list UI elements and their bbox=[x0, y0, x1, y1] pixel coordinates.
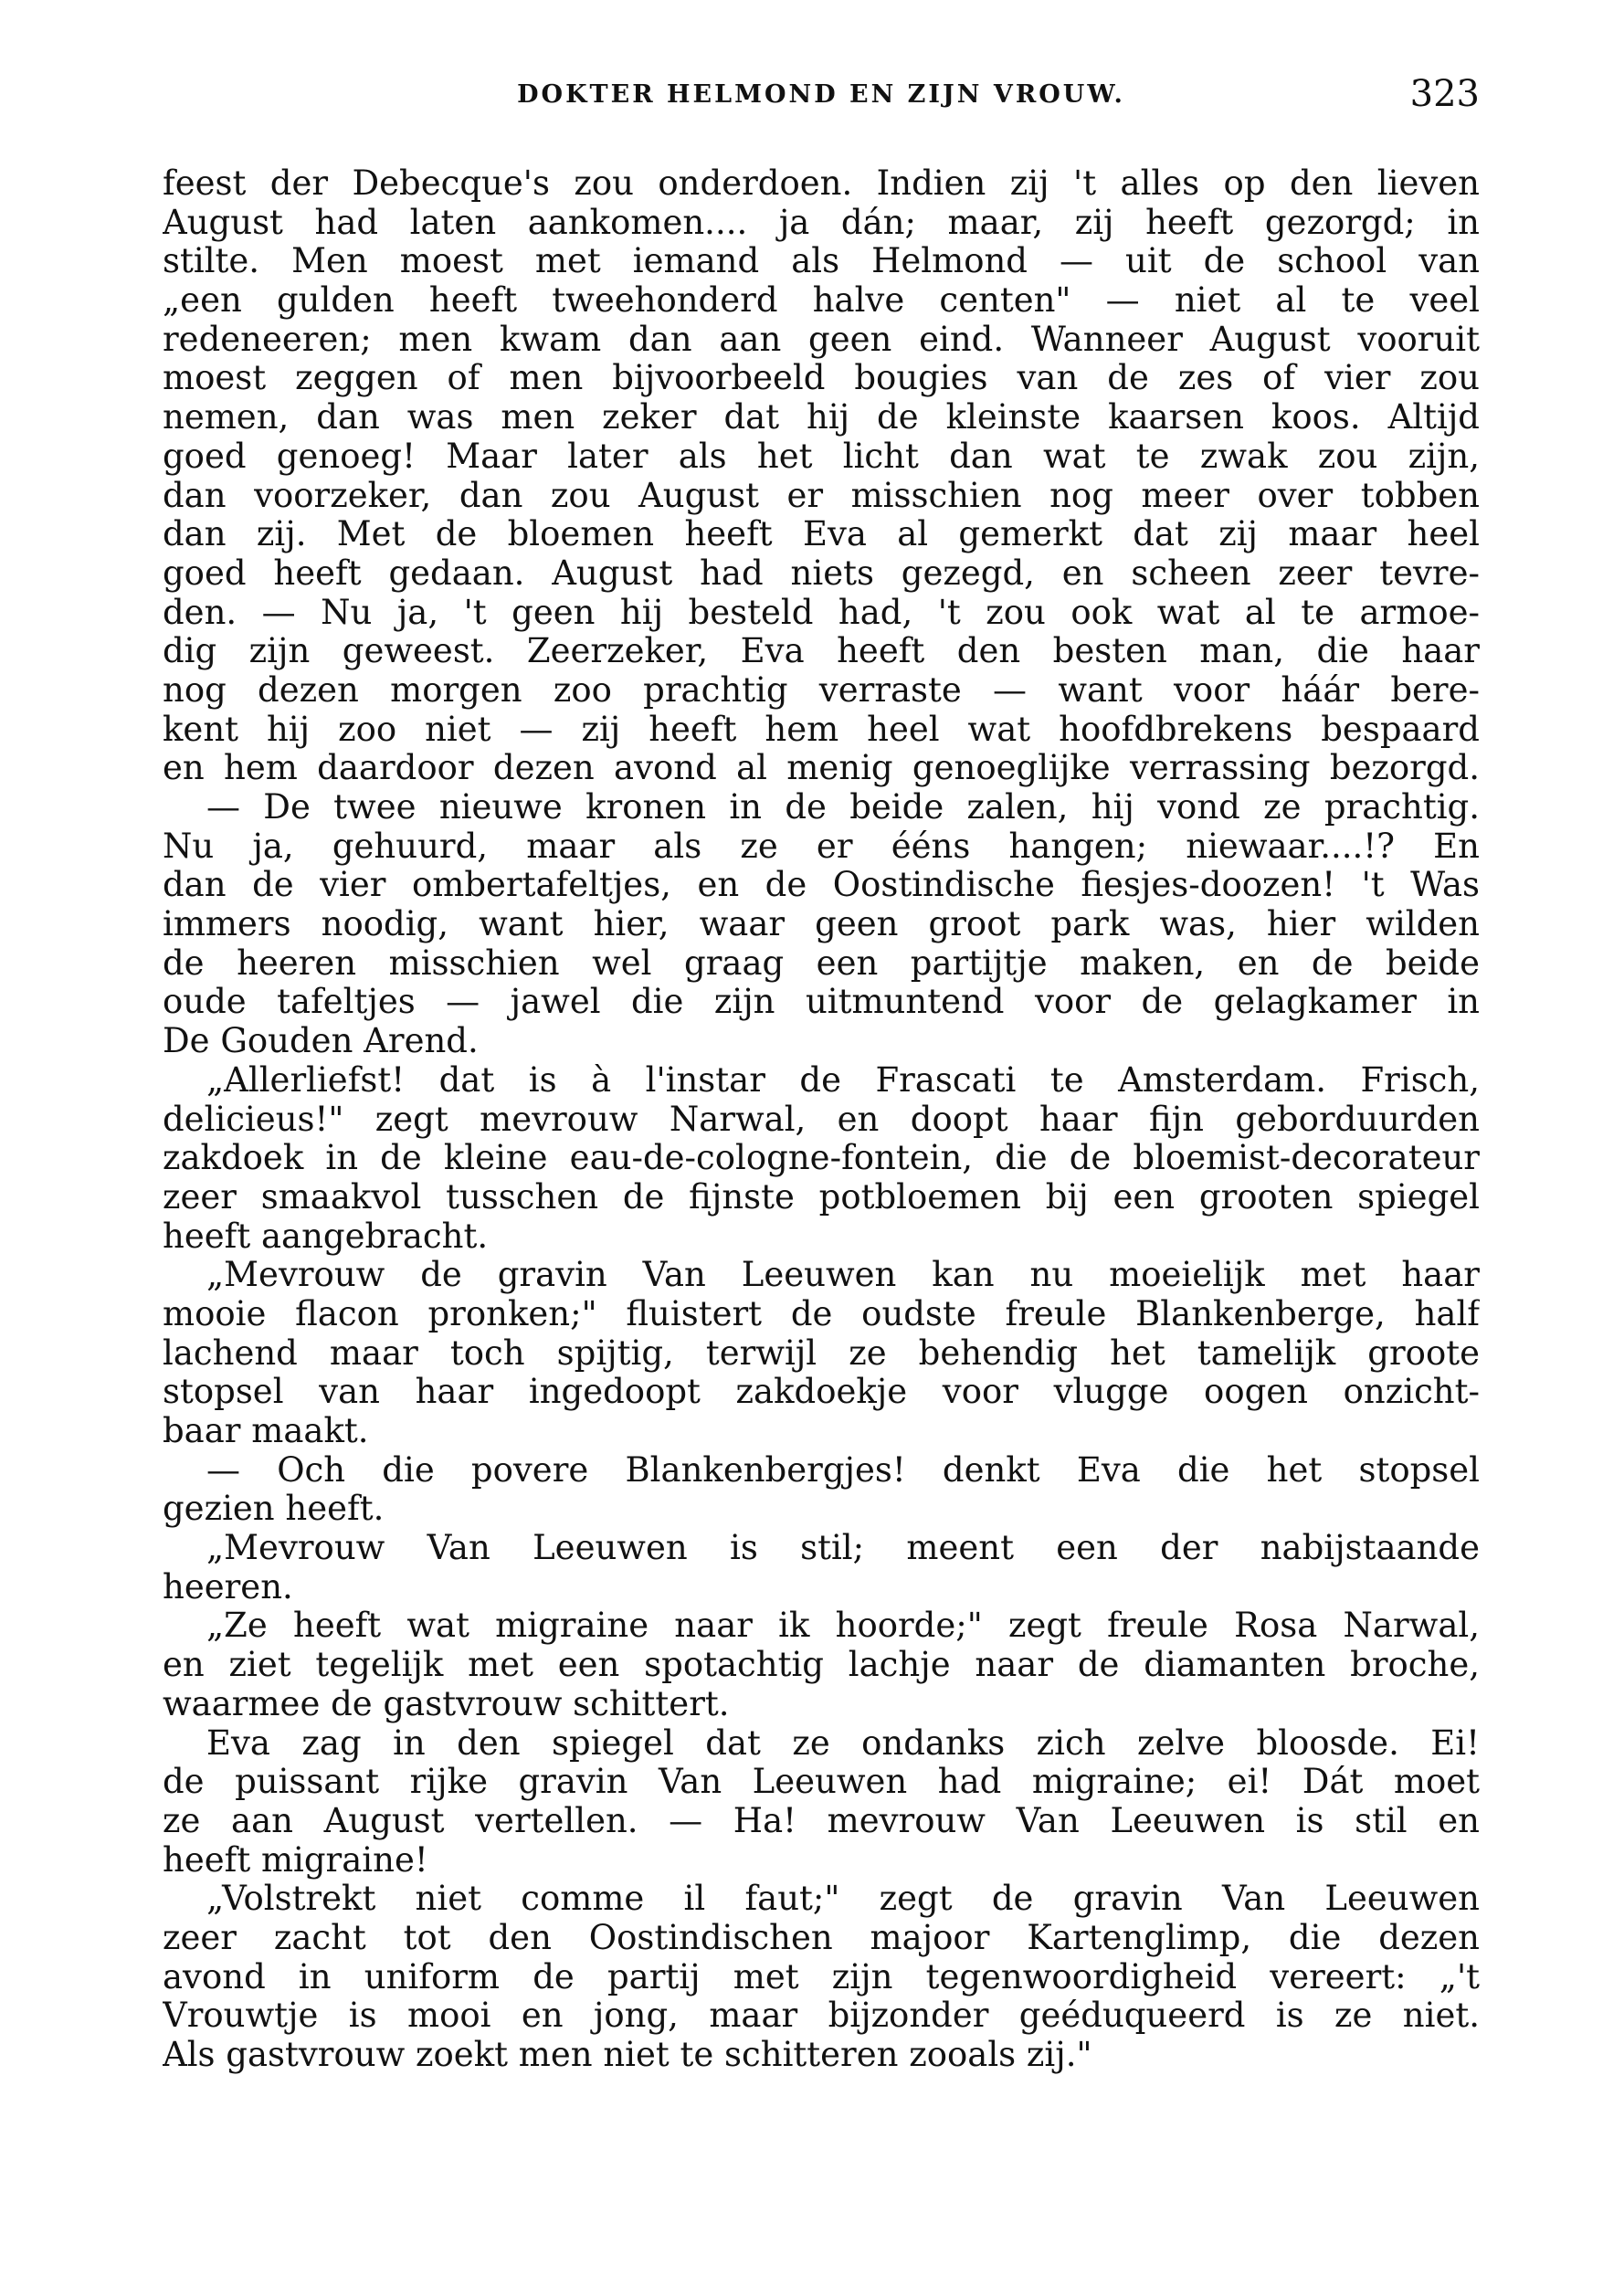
text-line: den. — Nu ja, 't geen hij besteld had, 't zou ook wat al te armoe- bbox=[163, 593, 1480, 632]
text-line: waarmee de gastvrouw schittert. bbox=[163, 1684, 730, 1723]
text-line: — Och die povere Blankenbergjes! denkt Eva die het stopsel bbox=[206, 1450, 1480, 1490]
text-line: August had laten aankomen.... ja dán; maar, zij heeft gezorgd; in bbox=[163, 203, 1480, 242]
text-line: delicieus!" zegt mevrouw Narwal, en doopt haar fijn geborduurden bbox=[163, 1100, 1480, 1139]
text-line: en ziet tegelijk met een spotachtig lachje naar de diamanten broche, bbox=[163, 1646, 1480, 1685]
text-line: dig zijn geweest. Zeerzeker, Eva heeft den besten man, die haar bbox=[163, 632, 1480, 671]
text-line: kent hij zoo niet — zij heeft hem heel wat hoofdbrekens bespaard bbox=[163, 710, 1480, 749]
text-line: dan zij. Met de bloemen heeft Eva al gemerkt dat zij maar heel bbox=[163, 515, 1480, 554]
text-line: „Mevrouw Van Leeuwen is stil; meent een der nabijstaande bbox=[206, 1529, 1480, 1568]
text-line: „Volstrekt niet comme il faut;" zegt de gravin Van Leeuwen bbox=[206, 1880, 1480, 1919]
text-line: nog dezen morgen zoo prachtig verraste — want voor háár bere- bbox=[163, 670, 1480, 710]
text-line: moest zeggen of men bijvoorbeeld bougies van de zes of vier zou bbox=[163, 359, 1480, 398]
text-line: lachend maar toch spijtig, terwijl ze behendig het tamelijk groote bbox=[163, 1333, 1480, 1373]
text-line: de heeren misschien wel graag een partijtje maken, en de beide bbox=[163, 943, 1480, 983]
text-line: goed genoeg! Maar later als het licht dan wat te zwak zou zijn, bbox=[163, 437, 1480, 476]
text-line: — De twee nieuwe kronen in de beide zalen, hij vond ze prachtig. bbox=[206, 788, 1480, 827]
text-line: de puissant rijke gravin Van Leeuwen had migraine; ei! Dát moet bbox=[163, 1763, 1480, 1802]
text-line: „Ze heeft wat migraine naar ik hoorde;" zegt freule Rosa Narwal, bbox=[206, 1607, 1480, 1646]
text-line: Nu ja, gehuurd, maar als ze er ééns hangen; niewaar....!? En bbox=[163, 827, 1480, 866]
text-line: goed heeft gedaan. August had niets gezegd, en scheen zeer tevre- bbox=[163, 553, 1480, 593]
body-text bbox=[163, 164, 1480, 2075]
running-title: DOKTER HELMOND EN ZIJN VROUW. bbox=[517, 80, 1125, 109]
text-line: immers noodig, want hier, waar geen groot park was, hier wilden bbox=[163, 905, 1480, 944]
text-line: mooie flacon pronken;" fluistert de oudste freule Blankenberge, half bbox=[163, 1294, 1480, 1333]
text-line: dan voorzeker, dan zou August er misschien nog meer over tobben bbox=[163, 476, 1480, 515]
text-line: „Mevrouw de gravin Van Leeuwen kan nu moeielijk met haar bbox=[206, 1256, 1480, 1295]
text-line: Vrouwtje is mooi en jong, maar bijzonder geéduqueerd is ze niet. bbox=[163, 1996, 1480, 2036]
text-line: feest der Debecque's zou onderdoen. Indien zij 't alles op den lieven bbox=[163, 164, 1480, 203]
running-header bbox=[163, 73, 1480, 119]
text-line: en hem daardoor dezen avond al menig genoeglijke verrassing bezorgd. bbox=[163, 749, 1480, 788]
text-line: De Gouden Arend. bbox=[163, 1022, 479, 1061]
text-line: ze aan August vertellen. — Ha! mevrouw Van Leeuwen is stil en bbox=[163, 1801, 1480, 1840]
text-line: gezien heeft. bbox=[163, 1490, 385, 1529]
text-line: „een gulden heeft tweehonderd halve centen" — niet al te veel bbox=[163, 281, 1480, 321]
text-line: zeer smaakvol tusschen de fijnste potbloemen bij een grooten spiegel bbox=[163, 1177, 1480, 1217]
text-line: Eva zag in den spiegel dat ze ondanks zich zelve bloosde. Ei! bbox=[206, 1723, 1480, 1763]
page-number: 323 bbox=[1409, 73, 1480, 115]
text-line: zeer zacht tot den Oostindischen majoor Kartenglimp, die dezen bbox=[163, 1918, 1480, 1957]
text-line: „Allerliefst! dat is à l'instar de Frascati te Amsterdam. Frisch, bbox=[206, 1060, 1480, 1100]
text-line: avond in uniform de partij met zijn tegenwoordigheid vereert: „'t bbox=[163, 1957, 1480, 1996]
text-line: nemen, dan was men zeker dat hij de kleinste kaarsen koos. Altijd bbox=[163, 398, 1480, 437]
text-line: Als gastvrouw zoekt men niet te schitteren zooals zij." bbox=[163, 2036, 1092, 2074]
text-line: oude tafeltjes — jawel die zijn uitmuntend voor de gelagkamer in bbox=[163, 983, 1480, 1022]
text-line: stilte. Men moest met iemand als Helmond — uit de school van bbox=[163, 242, 1480, 281]
text-line: heeft aangebracht. bbox=[163, 1217, 489, 1256]
text-line: stopsel van haar ingedoopt zakdoekje voor vlugge oogen onzicht- bbox=[163, 1373, 1480, 1412]
text-line: zakdoek in de kleine eau-de-cologne-fontein, die de bloemist-decorateur bbox=[163, 1139, 1480, 1178]
text-line: heeft migraine! bbox=[163, 1840, 428, 1880]
text-line: baar maakt. bbox=[163, 1412, 369, 1450]
text-line: redeneeren; men kwam dan aan geen eind. Wanneer August vooruit bbox=[163, 320, 1480, 359]
text-line: heeren. bbox=[163, 1567, 293, 1607]
text-line: dan de vier ombertafeltjes, en de Oostindische fiesjes-doozen! 't Was bbox=[163, 866, 1480, 905]
